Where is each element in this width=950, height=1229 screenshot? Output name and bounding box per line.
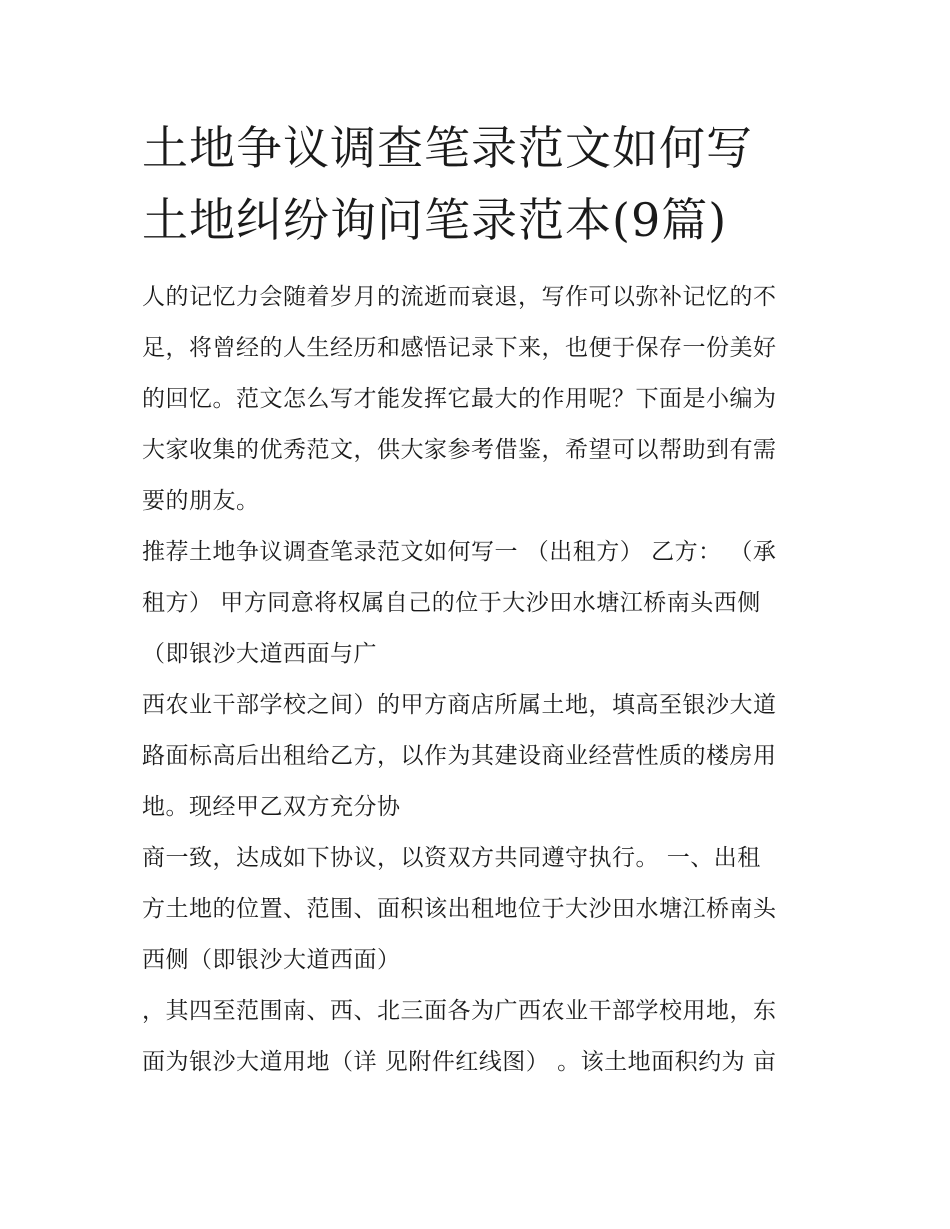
document-page: [142, 112, 817, 1088]
text-line: 大家收集的优秀范文，供大家参考借鉴，希望可以帮助到有需: [142, 437, 777, 463]
paragraph-intro: [142, 272, 817, 527]
text-line: 西农业干部学校之间）的甲方商店所属土地，填高至银沙大道: [142, 692, 777, 718]
text-line: ，其四至范围南、西、北三面各为广西农业干部学校用地，东: [142, 998, 777, 1024]
text-line: 路面标高后出租给乙方，以作为其建设商业经营性质的楼房用: [142, 743, 777, 769]
text-line: 租方） 甲方同意将权属自己的位于大沙田水塘江桥南头西侧: [142, 590, 761, 616]
document-title: [142, 112, 817, 256]
text-line: 地。现经甲乙双方充分协: [142, 794, 401, 820]
title-line-1: 土地争议调查笔录范文如何写: [142, 121, 753, 175]
text-line: 要的朋友。: [142, 488, 260, 514]
text-line: 足，将曾经的人生经历和感悟记录下来，也便于保存一份美好: [142, 335, 777, 361]
text-line: 推荐土地争议调查笔录范文如何写一 （出租方） 乙方： （承: [142, 539, 777, 565]
title-line-2: 土地纠纷询问笔录范本(9篇): [142, 193, 728, 247]
text-line: 人的记忆力会随着岁月的流逝而衰退，写作可以弥补记忆的不: [142, 284, 777, 310]
text-line: 的回忆。范文怎么写才能发挥它最大的作用呢？下面是小编为: [142, 386, 777, 412]
text-line: 商一致，达成如下协议，以资双方共同遵守执行。 一、出租: [142, 845, 761, 871]
paragraph-2: [142, 527, 817, 680]
paragraph-3: [142, 680, 817, 833]
text-line: 方土地的位置、范围、面积该出租地位于大沙田水塘江桥南头: [142, 896, 777, 922]
paragraph-4: [142, 833, 817, 986]
text-line: 面为银沙大道用地（详 见附件红线图） 。该土地面积约为 亩: [142, 1049, 777, 1075]
text-line: （即银沙大道西面与广: [142, 641, 377, 667]
paragraph-5: [142, 986, 817, 1088]
text-line: 西侧（即银沙大道西面）: [142, 947, 401, 973]
